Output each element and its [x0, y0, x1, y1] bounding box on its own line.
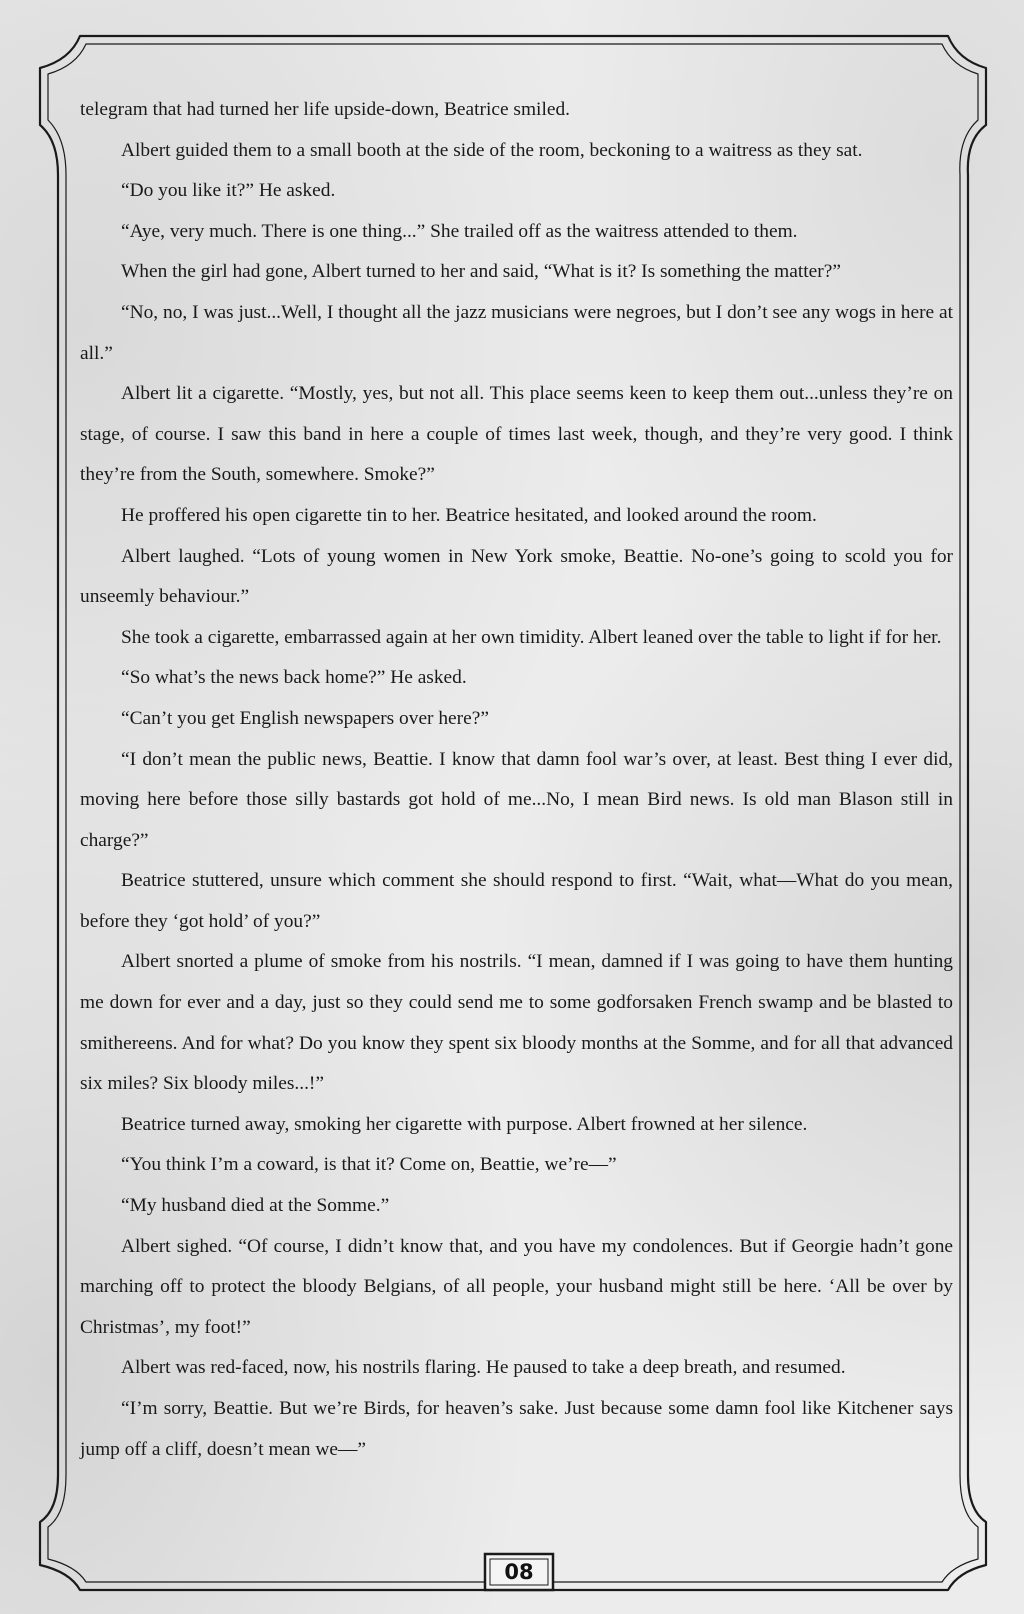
paragraph-6: “No, no, I was just...Well, I thought all the jazz musicians were negroes, but I don’t see any wogs in here at all.”: [80, 301, 953, 364]
paragraph-11: “So what’s the news back home?” He asked.: [121, 667, 467, 689]
paragraph-15: Albert snorted a plume of smoke from his nostrils. “I mean, damned if I was going to have them hunting me down for ever and a day, just so they could send me to some godforsaken French swamp and be blasted to smithereens. And for what? Do you know they spent six bloody months at the Somme, and for all that advanced six miles? Six bloody miles...!”: [80, 951, 953, 1095]
paragraph-14: Beatrice stuttered, unsure which comment she should respond to first. “Wait, what—What do you mean, before they ‘got hold’ of you?”: [80, 870, 953, 932]
paragraph-7: Albert lit a cigarette. “Mostly, yes, but not all. This place seems keen to keep them out...unless they’re on stage, of course. I saw this band in here a couple of times last week, though, and they’re very good. I think they’re from the South, somewhere. Smoke?”: [80, 383, 953, 486]
paragraph-1: telegram that had turned her life upside-down, Beatrice smiled.: [80, 99, 570, 120]
paragraph-18: “My husband died at the Somme.”: [121, 1195, 390, 1217]
paragraph-8: He proffered his open cigarette tin to her. Beatrice hesitated, and looked around the room.: [121, 504, 817, 526]
paragraph-5: When the girl had gone, Albert turned to her and said, “What is it? Is something the matter?”: [121, 261, 841, 283]
paragraph-10: She took a cigarette, embarrassed again at her own timidity. Albert leaned over the table to light if for her.: [121, 626, 942, 648]
page-number: 08: [504, 1560, 534, 1584]
paragraph-4: “Aye, very much. There is one thing...” She trailed off as the waitress attended to them.: [121, 220, 798, 242]
paragraph-20: Albert was red-faced, now, his nostrils flaring. He paused to take a deep breath, and resumed.: [121, 1357, 846, 1379]
paragraph-21: “I’m sorry, Beattie. But we’re Birds, for heaven’s sake. Just because some damn fool like Kitchener says jump off a cliff, doesn’t mean we—”: [80, 1398, 953, 1460]
paragraph-19: Albert sighed. “Of course, I didn’t know that, and you have my condolences. But if Georgie hadn’t gone marching off to protect the bloody Belgians, of all people, your husband might still be here. ‘All be over by Christmas’, my foot!”: [80, 1235, 953, 1338]
paragraph-3: “Do you like it?” He asked.: [121, 180, 336, 202]
story-text: [80, 90, 953, 1470]
paragraph-13: “I don’t mean the public news, Beattie. I know that damn fool war’s over, at least. Best thing I ever did, moving here before those silly bastards got hold of me...No, I mean Bird news. Is old man Blason still in charge?”: [80, 748, 953, 851]
paragraph-16: Beatrice turned away, smoking her cigarette with purpose. Albert frowned at her silence.: [121, 1113, 808, 1135]
paragraph-12: “Can’t you get English newspapers over here?”: [121, 707, 489, 729]
paragraph-17: “You think I’m a coward, is that it? Come on, Beattie, we’re—”: [121, 1154, 617, 1176]
paragraph-2: Albert guided them to a small booth at the side of the room, beckoning to a waitress as they sat.: [121, 139, 863, 161]
paragraph-9: Albert laughed. “Lots of young women in New York smoke, Beattie. No-one’s going to scold you for unseemly behaviour.”: [80, 545, 953, 608]
